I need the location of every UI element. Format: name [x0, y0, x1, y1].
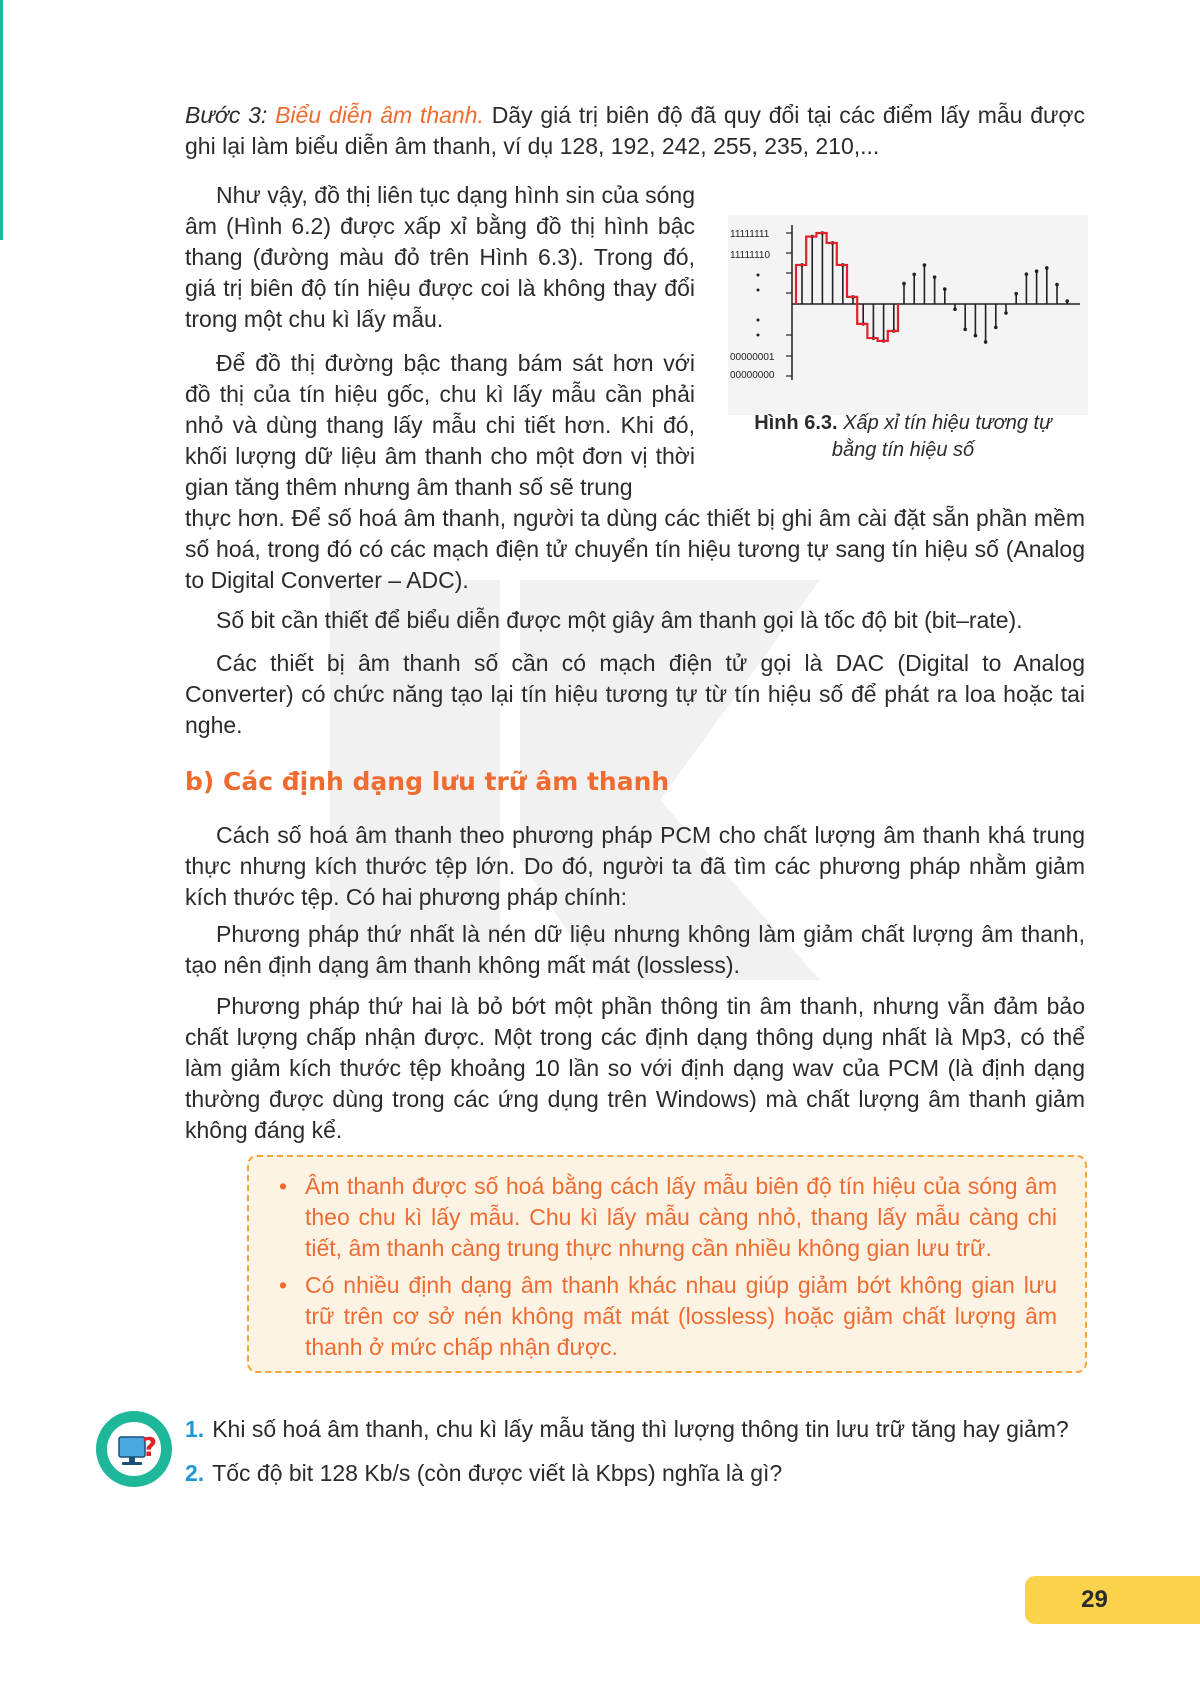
sample-point — [1035, 269, 1039, 273]
sample-point — [1065, 299, 1069, 303]
section-b-para2: Phương pháp thứ nhất là nén dữ liệu nhưng không làm giảm chất lượng âm thanh, tạo nên định dạng âm thanh không mất mát (lossless). — [185, 921, 1085, 978]
step3-label: Bước 3: — [185, 102, 268, 128]
page-number-tab — [1025, 1576, 1200, 1624]
summary-item — [277, 1171, 1057, 1264]
summary-box — [247, 1155, 1087, 1373]
step3-paragraph — [185, 100, 1085, 162]
question-number: 2. — [185, 1460, 205, 1486]
sample-point — [963, 328, 967, 332]
figure-caption-number: Hình 6.3. — [754, 412, 838, 434]
y-label-top: 11111111 — [730, 229, 770, 240]
question-text: Khi số hoá âm thanh, chu kì lấy mẫu tăng thì lượng thông tin lưu trữ tăng hay giảm? — [212, 1416, 1069, 1442]
sample-point — [1055, 283, 1059, 287]
figure-caption — [718, 410, 1088, 464]
question-text: Tốc độ bit 128 Kb/s (còn được viết là Kbps) nghĩa là gì? — [212, 1460, 783, 1486]
step3-text: Dãy giá trị biên độ đã quy đổi tại các điểm lấy mẫu được ghi lại làm biểu diễn âm thanh, ví dụ 128, 192, 242, 255, 235, 210,... — [185, 102, 1085, 159]
question-2 — [185, 1458, 782, 1489]
sample-point — [933, 275, 937, 279]
page-edge-bar — [0, 0, 3, 240]
sample-point — [902, 282, 906, 286]
figure-caption-line1: Xấp xỉ tín hiệu tương tự — [843, 412, 1052, 434]
summary-bullet: • — [279, 1272, 288, 1298]
dac-paragraph: Các thiết bị âm thanh số cần có mạch điện tử gọi là DAC (Digital to Analog Converter) có chức năng tạo lại tín hiệu tương tự từ tín hiệu số để phát ra loa hoặc tai nghe. — [185, 650, 1085, 738]
summary-bullet: • — [279, 1173, 288, 1199]
sample-point — [1045, 266, 1049, 270]
stair-paragraph-full: thực hơn. Để số hoá âm thanh, người ta dùng các thiết bị ghi âm cài đặt sẵn phần mềm số hoá, trong đó có các mạch điện tử chuyển tín hiệu tương tự sang tín hiệu số (Analog to Digital Converter – ADC). — [185, 505, 1085, 593]
stair-paragraph-wrap: Để đồ thị đường bậc thang bám sát hơn với đồ thị của tín hiệu gốc, chu kì lấy mẫu cần phải nhỏ và dùng thang lấy mẫu chi tiết hơn. Khi đó, khối lượng dữ liệu âm thanh cho một đơn vị thời gian tăng thêm nhưng âm thanh số sẽ trung — [185, 350, 695, 500]
figure-6-3 — [728, 215, 1088, 415]
sample-point — [1014, 292, 1018, 296]
section-b-para1: Cách số hoá âm thanh theo phương pháp PCM cho chất lượng âm thanh khá trung thực nhưng kích thước tệp lớn. Do đó, người ta đã tìm các phương pháp nhằm giảm kích thước tệp. Có hai phương pháp chính: — [185, 822, 1085, 910]
figure-background — [728, 215, 1088, 415]
y-label-second: 11111110 — [730, 250, 771, 261]
sample-point — [912, 273, 916, 277]
sample-point — [974, 334, 978, 338]
sample-point — [1025, 272, 1029, 276]
summary-item-text: Âm thanh được số hoá bằng cách lấy mẫu biên độ tín hiệu của sóng âm theo chu kì lấy mẫu. Chu kì lấy mẫu càng nhỏ, thang lấy mẫu càng chi tiết, âm thanh càng trung thực nhưng cần nhiều không gian lưu trữ. — [305, 1173, 1057, 1261]
figure-caption-line2: bằng tín hiệu số — [831, 439, 975, 461]
sample-point — [994, 326, 998, 330]
summary-item — [277, 1270, 1057, 1363]
sample-point — [1004, 311, 1008, 315]
section-b-heading: b) Các định dạng lưu trữ âm thanh — [185, 767, 670, 796]
y-label-bottom: 00000000 — [730, 370, 775, 381]
section-b-para3: Phương pháp thứ hai là bỏ bớt một phần thông tin âm thanh, nhưng vẫn đảm bảo chất lượng chấp nhận được. Một trong các định dạng thông dụng nhất là Mp3, có thể làm giảm kích thước tệp khoảng 10 lần so với định dạng wav của PCM (là định dạng thường được dùng trong các ứng dụng trên Windows) mà chất lượng âm thanh giảm không đáng kể. — [185, 993, 1085, 1143]
sample-point — [984, 340, 988, 344]
page-number: 29 — [1081, 1586, 1108, 1613]
step3-highlight: Biểu diễn âm thanh. — [275, 102, 484, 128]
question-number: 1. — [185, 1416, 205, 1442]
question-computer-icon — [95, 1410, 173, 1488]
sample-point — [953, 307, 957, 311]
sample-point — [943, 287, 947, 291]
summary-item-text: Có nhiều định dạng âm thanh khác nhau giúp giảm bớt không gian lưu trữ trên cơ sở nén không mất mát (lossless) hoặc giảm chất lượng âm thanh ở mức chấp nhận được. — [305, 1272, 1057, 1360]
sine-paragraph: Như vậy, đồ thị liên tục dạng hình sin của sóng âm (Hình 6.2) được xấp xỉ bằng đồ thị hình bậc thang (đường màu đỏ trên Hình 6.3). Trong đó, giá trị biên độ tín hiệu được coi là không thay đổi trong một chu kì lấy mẫu. — [185, 182, 695, 332]
y-label-third: 00000001 — [730, 352, 775, 363]
svg-text:?: ? — [142, 1433, 158, 1463]
sample-point — [923, 263, 927, 267]
bitrate-paragraph: Số bit cần thiết để biểu diễn được một giây âm thanh gọi là tốc độ bit (bit–rate). — [216, 607, 1023, 633]
question-1 — [185, 1414, 1069, 1445]
